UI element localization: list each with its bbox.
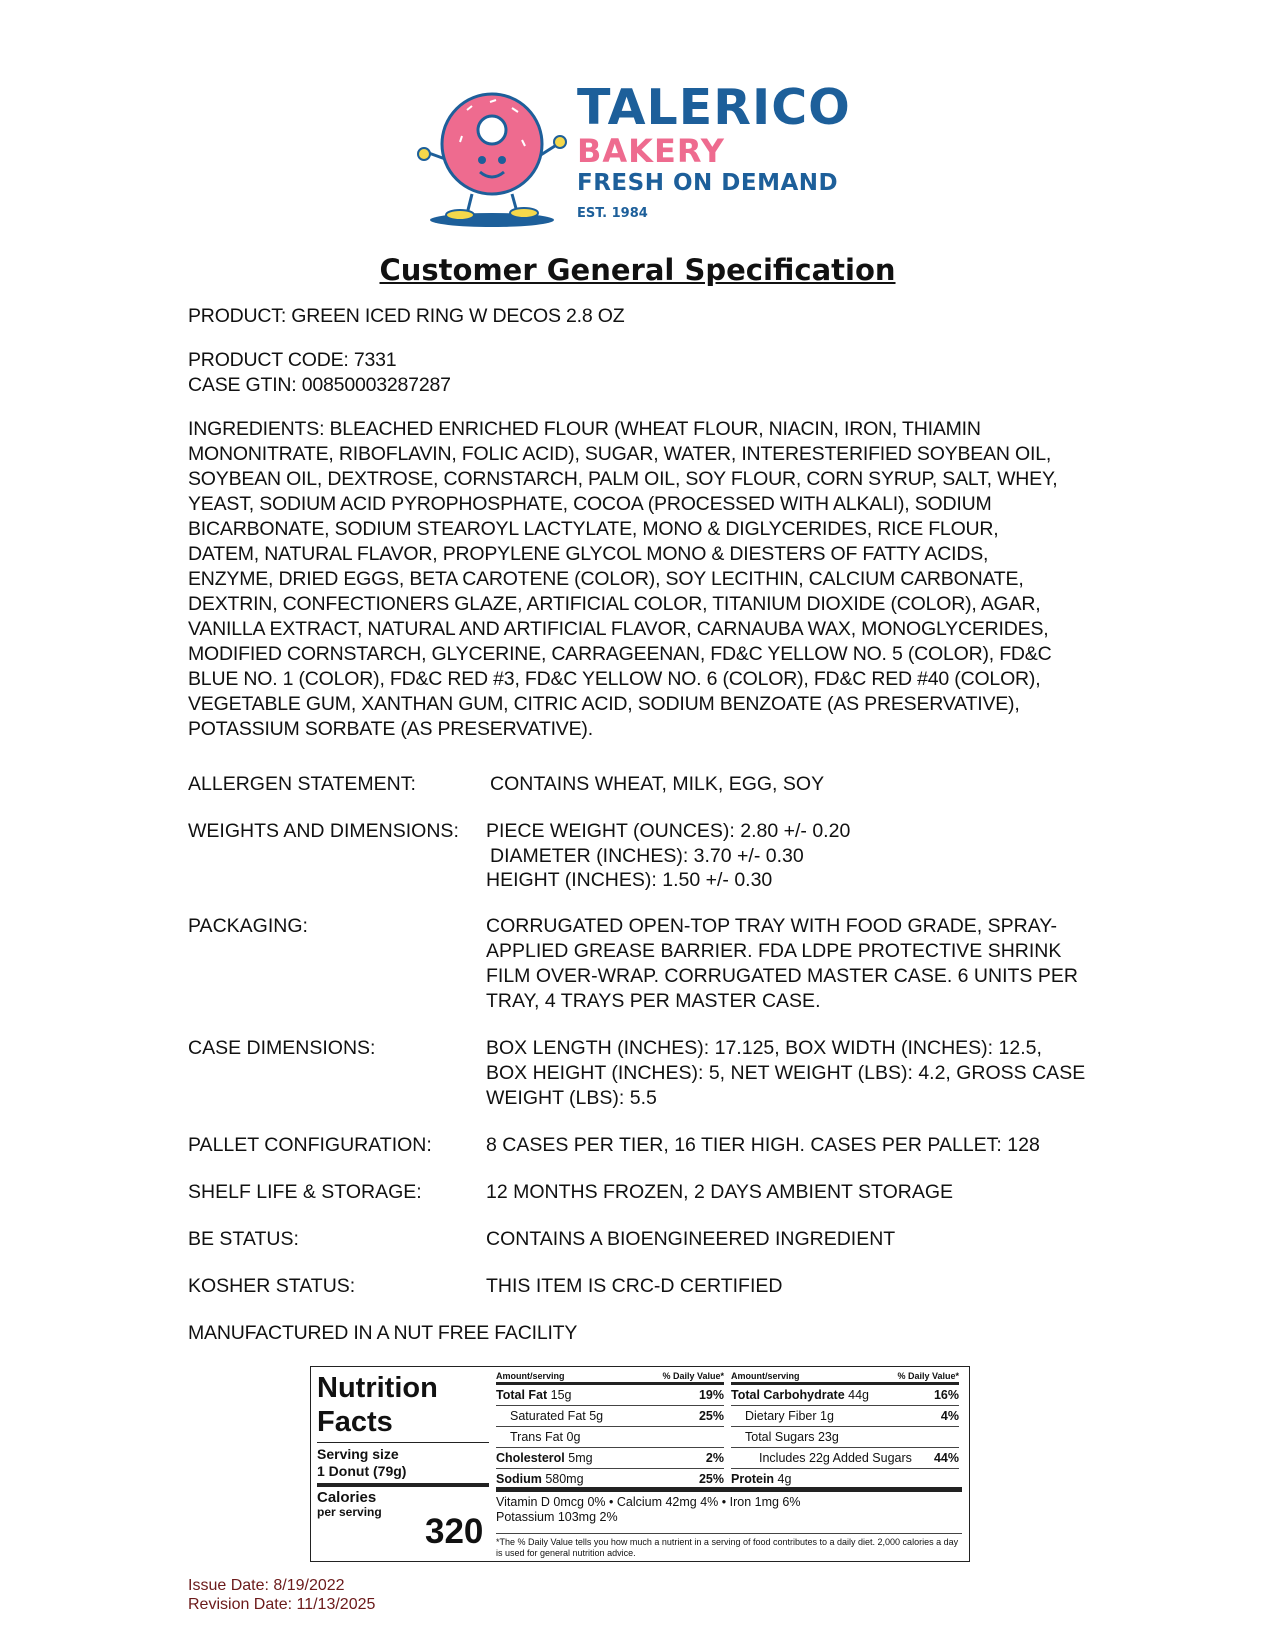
packaging-value: CORRUGATED OPEN-TOP TRAY WITH FOOD GRADE, SPRAY-APPLIED GREASE BARRIER. FDA LDPE PROTECTIVE SHRINK FILM OVER-WRAP. CORRUGATED MASTER CASE. 6 UNITS PER TRAY, 4 TRAYS PER MASTER CASE. xyxy=(486,915,1078,1012)
nf-head-dv: % Daily Value* xyxy=(662,1371,724,1381)
nf-left-column xyxy=(496,1371,724,1489)
kosher-label: KOSHER STATUS: xyxy=(188,1275,356,1297)
be-value: CONTAINS A BIOENGINEERED INGREDIENT xyxy=(486,1228,896,1250)
logo-tagline: FRESH ON DEMAND xyxy=(577,170,839,196)
shelf-value: 12 MONTHS FROZEN, 2 DAYS AMBIENT STORAGE xyxy=(486,1181,954,1203)
nf-row: Includes 22g Added Sugars 44% xyxy=(731,1448,959,1469)
nf-head-amount-2: Amount/serving xyxy=(731,1371,800,1381)
revision-date: Revision Date: 11/13/2025 xyxy=(188,1596,376,1613)
case-dims-value: BOX LENGTH (INCHES): 17.125, BOX WIDTH (INCHES): 12.5, BOX HEIGHT (INCHES): 5, NET WEIGHT (LBS): 4.2, GROSS CASE WEIGHT (LBS): 5.5 xyxy=(486,1037,1086,1109)
nf-calories-value: 320 xyxy=(425,1512,484,1551)
allergen-label: ALLERGEN STATEMENT: xyxy=(188,773,416,795)
nf-serving-value: 1 Donut (79g) xyxy=(317,1463,407,1479)
weights-line2: DIAMETER (INCHES): 3.70 +/- 0.30 xyxy=(490,845,804,867)
company-logo xyxy=(412,79,858,232)
nf-vitamins xyxy=(496,1495,962,1525)
nf-serving-label: Serving size xyxy=(317,1446,399,1462)
case-gtin: CASE GTIN: 00850003287287 xyxy=(188,374,451,396)
logo-brand: TALERICO xyxy=(577,79,851,136)
page-title: Customer General Specification xyxy=(379,253,896,287)
nf-row: Saturated Fat 5g 25% xyxy=(496,1406,724,1427)
nutrition-facts-panel xyxy=(310,1366,970,1562)
pallet-label: PALLET CONFIGURATION: xyxy=(188,1134,432,1156)
nf-row: Trans Fat 0g xyxy=(496,1427,724,1448)
issue-date: Issue Date: 8/19/2022 xyxy=(188,1577,345,1594)
be-label: BE STATUS: xyxy=(188,1228,299,1250)
weights-line3: HEIGHT (INCHES): 1.50 +/- 0.30 xyxy=(486,869,773,891)
nf-title-2: Facts xyxy=(317,1406,393,1438)
nf-head-amount: Amount/serving xyxy=(496,1371,565,1381)
nf-row: Total Fat 15g 19% xyxy=(496,1385,724,1406)
nf-row: Total Sugars 23g xyxy=(731,1427,959,1448)
nf-row: Total Carbohydrate 44g 16% xyxy=(731,1385,959,1406)
product-line: PRODUCT: GREEN ICED RING W DECOS 2.8 OZ xyxy=(188,305,625,327)
pallet-value: 8 CASES PER TIER, 16 TIER HIGH. CASES PER PALLET: 128 xyxy=(486,1134,1040,1156)
packaging-label: PACKAGING: xyxy=(188,915,308,937)
ingredients-text: INGREDIENTS: BLEACHED ENRICHED FLOUR (WHEAT FLOUR, NIACIN, IRON, THIAMIN MONONITRATE, RIBOFLAVIN, FOLIC ACID), SUGAR, WATER, INTERESTERIFIED SOYBEAN OIL, SOYBEAN OIL, DEXTROSE, CORNSTARCH, PALM OIL, SOY FLOUR, CORN SYRUP, SALT, WHEY, YEAST, SODIUM ACID PYROPHOSPHATE, COCOA (PROCESSED WITH ALKALI), SODIUM BICARBONATE, SODIUM STEAROYL LACTYLATE, MONO & DIGLYCERIDES, RICE FLOUR, DATEM, NATURAL FLAVOR, PROPYLENE GLYCOL MONO & DIESTERS OF FATTY ACIDS, ENZYME, DRIED EGGS, BETA CAROTENE (COLOR), SOY LECITHIN, CALCIUM CARBONATE, DEXTRIN, CONFECTIONERS GLAZE, ARTIFICIAL COLOR, TITANIUM DIOXIDE (COLOR), AGAR, VANILLA EXTRACT, NATURAL AND ARTIFICIAL FLAVOR, CARNAUBA WAX, MONOGLYCERIDES, MODIFIED CORNSTARCH, GLYCERINE, CARRAGEENAN, FD&C YELLOW NO. 5 (COLOR), FD&C BLUE NO. 1 (COLOR), FD&C RED #3, FD&C YELLOW NO. 6 (COLOR), FD&C RED #40 (COLOR), VEGETABLE GUM, XANTHAN GUM, CITRIC ACID, SODIUM BENZOATE (AS PRESERVATIVE), POTASSIUM SORBATE (AS PRESERVATIVE). xyxy=(188,418,1058,740)
product-code: PRODUCT CODE: 7331 xyxy=(188,349,397,371)
case-dims-label: CASE DIMENSIONS: xyxy=(188,1037,376,1059)
nf-calories-sub: per serving xyxy=(317,1505,382,1519)
donut-mascot-icon xyxy=(412,82,572,232)
nut-free-statement: MANUFACTURED IN A NUT FREE FACILITY xyxy=(188,1322,578,1344)
nf-row: Dietary Fiber 1g 4% xyxy=(731,1406,959,1427)
document-dates xyxy=(188,1576,375,1614)
nf-vitamins-line1: Vitamin D 0mcg 0% • Calcium 42mg 4% • Iron 1mg 6% xyxy=(496,1495,801,1509)
nf-calories-label: Calories xyxy=(317,1489,377,1506)
nf-head-dv-2: % Daily Value* xyxy=(897,1371,959,1381)
nf-row: Protein 4g xyxy=(731,1472,792,1486)
allergen-value: CONTAINS WHEAT, MILK, EGG, SOY xyxy=(490,773,825,795)
weights-label: WEIGHTS AND DIMENSIONS: xyxy=(188,820,459,842)
nf-right-column xyxy=(731,1371,959,1489)
nf-title-1: Nutrition xyxy=(317,1372,438,1404)
kosher-value: THIS ITEM IS CRC-D CERTIFIED xyxy=(486,1275,783,1297)
nf-vitamins-line2: Potassium 103mg 2% xyxy=(496,1510,618,1524)
weights-line1: PIECE WEIGHT (OUNCES): 2.80 +/- 0.20 xyxy=(486,820,851,842)
nf-footnote: *The % Daily Value tells you how much a nutrient in a serving of food contributes to a daily diet. 2,000 calories a day is used for general nutrition advice. xyxy=(496,1533,962,1559)
logo-sub: BAKERY xyxy=(577,132,725,170)
logo-est: EST. 1984 xyxy=(577,206,648,221)
shelf-label: SHELF LIFE & STORAGE: xyxy=(188,1181,422,1203)
nf-row: Sodium 580mg 25% xyxy=(496,1472,724,1486)
nf-row: Cholesterol 5mg 2% xyxy=(496,1448,724,1469)
